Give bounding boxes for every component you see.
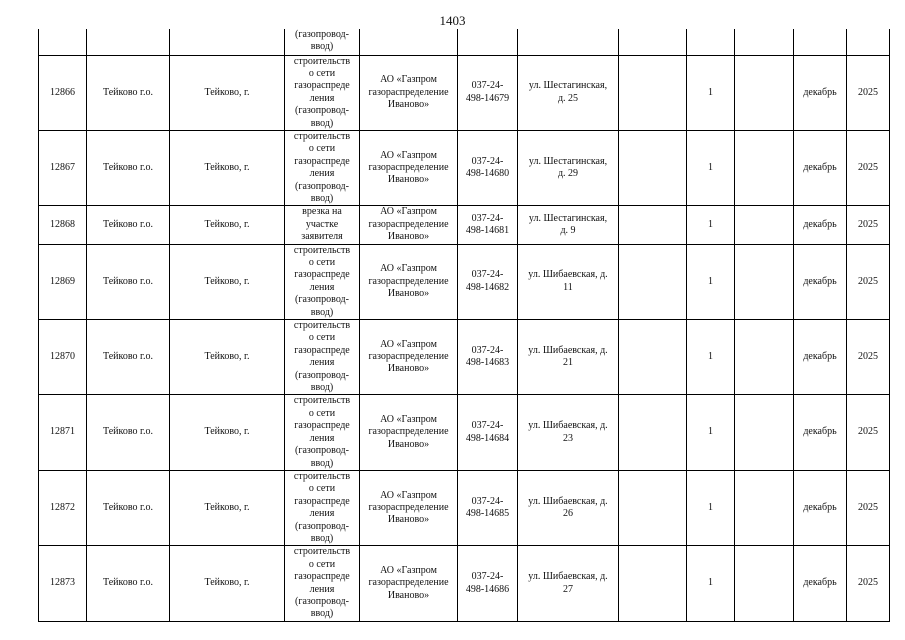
cell-year: 2025	[847, 55, 890, 130]
cell-address: ул. Шестагинская, д. 25	[518, 55, 619, 130]
cell-work-type: строительств о сети газораспреде ления (газопровод- ввод)	[285, 320, 360, 395]
cell-work-type: строительств о сети газораспреде ления (газопровод- ввод)	[285, 130, 360, 205]
cell-quantity: 1	[687, 55, 735, 130]
cell-code: 037-24- 498-14680	[458, 130, 518, 205]
cell-empty	[619, 546, 687, 621]
cell-locality: Тейково, г.	[170, 546, 285, 621]
cell-empty	[847, 29, 890, 55]
cell-work-type: врезка на участке заявителя	[285, 206, 360, 244]
cell-district: Тейково г.о.	[87, 130, 170, 205]
cell-locality: Тейково, г.	[170, 395, 285, 470]
cell-number: 12868	[39, 206, 87, 244]
cell-code: 037-24- 498-14684	[458, 395, 518, 470]
cell-empty	[794, 29, 847, 55]
cell-empty	[735, 29, 794, 55]
cell-number: 12866	[39, 55, 87, 130]
cell-year: 2025	[847, 320, 890, 395]
cell-work-type: строительств о сети газораспреде ления (газопровод- ввод)	[285, 55, 360, 130]
cell-quantity: 1	[687, 470, 735, 545]
cell-work-type: строительств о сети газораспреде ления (газопровод- ввод)	[285, 244, 360, 319]
cell-code: 037-24- 498-14686	[458, 546, 518, 621]
cell-address: ул. Шибаевская, д. 23	[518, 395, 619, 470]
cell-empty	[735, 55, 794, 130]
cell-empty	[735, 206, 794, 244]
cell-month: декабрь	[794, 130, 847, 205]
cell-locality: Тейково, г.	[170, 55, 285, 130]
table-row	[39, 470, 890, 545]
cell-number: 12873	[39, 546, 87, 621]
cell-address: ул. Шибаевская, д. 26	[518, 470, 619, 545]
cell-organization: АО «Газпром газораспределение Иваново»	[360, 130, 458, 205]
cell-month: декабрь	[794, 546, 847, 621]
cell-organization: АО «Газпром газораспределение Иваново»	[360, 470, 458, 545]
cell-empty	[735, 244, 794, 319]
cell-empty	[735, 320, 794, 395]
cell-code: 037-24- 498-14683	[458, 320, 518, 395]
cell-empty	[619, 29, 687, 55]
cell-month: декабрь	[794, 206, 847, 244]
cell-work-type: строительств о сети газораспреде ления (газопровод- ввод)	[285, 546, 360, 621]
cell-year: 2025	[847, 546, 890, 621]
cell-district: Тейково г.о.	[87, 546, 170, 621]
table-row	[39, 320, 890, 395]
cell-empty	[735, 546, 794, 621]
cell-year: 2025	[847, 470, 890, 545]
cell-month: декабрь	[794, 320, 847, 395]
cell-year: 2025	[847, 130, 890, 205]
cell-organization: АО «Газпром газораспределение Иваново»	[360, 55, 458, 130]
cell-address: ул. Шестагинская, д. 9	[518, 206, 619, 244]
cell-address: ул. Шибаевская, д. 21	[518, 320, 619, 395]
cell-empty	[735, 130, 794, 205]
table-row	[39, 395, 890, 470]
cell-empty	[619, 320, 687, 395]
cell-empty	[687, 29, 735, 55]
cell-empty	[87, 29, 170, 55]
cell-code: 037-24- 498-14681	[458, 206, 518, 244]
table-row	[39, 130, 890, 205]
cell-continuation-work-type: (газопровод- ввод)	[285, 29, 360, 55]
table-row	[39, 55, 890, 130]
cell-code: 037-24- 498-14679	[458, 55, 518, 130]
continuation-row	[39, 29, 890, 55]
cell-locality: Тейково, г.	[170, 320, 285, 395]
cell-address: ул. Шибаевская, д. 27	[518, 546, 619, 621]
cell-district: Тейково г.о.	[87, 470, 170, 545]
cell-month: декабрь	[794, 470, 847, 545]
cell-locality: Тейково, г.	[170, 130, 285, 205]
cell-district: Тейково г.о.	[87, 320, 170, 395]
cell-organization: АО «Газпром газораспределение Иваново»	[360, 244, 458, 319]
cell-empty	[619, 395, 687, 470]
cell-empty	[619, 130, 687, 205]
cell-quantity: 1	[687, 395, 735, 470]
cell-number: 12872	[39, 470, 87, 545]
cell-quantity: 1	[687, 546, 735, 621]
cell-empty	[619, 55, 687, 130]
cell-locality: Тейково, г.	[170, 206, 285, 244]
cell-empty	[619, 244, 687, 319]
cell-number: 12871	[39, 395, 87, 470]
cell-empty	[735, 395, 794, 470]
cell-empty	[619, 470, 687, 545]
cell-locality: Тейково, г.	[170, 470, 285, 545]
cell-locality: Тейково, г.	[170, 244, 285, 319]
cell-quantity: 1	[687, 206, 735, 244]
cell-year: 2025	[847, 206, 890, 244]
cell-empty	[735, 470, 794, 545]
table-body	[39, 29, 890, 621]
cell-month: декабрь	[794, 395, 847, 470]
cell-year: 2025	[847, 395, 890, 470]
cell-empty	[619, 206, 687, 244]
table-row	[39, 244, 890, 319]
cell-code: 037-24- 498-14682	[458, 244, 518, 319]
cell-address: ул. Шибаевская, д. 11	[518, 244, 619, 319]
cell-code: 037-24- 498-14685	[458, 470, 518, 545]
cell-district: Тейково г.о.	[87, 395, 170, 470]
cell-district: Тейково г.о.	[87, 206, 170, 244]
cell-number: 12867	[39, 130, 87, 205]
cell-year: 2025	[847, 244, 890, 319]
cell-empty	[39, 29, 87, 55]
cell-quantity: 1	[687, 244, 735, 319]
cell-organization: АО «Газпром газораспределение Иваново»	[360, 206, 458, 244]
cell-month: декабрь	[794, 244, 847, 319]
cell-quantity: 1	[687, 130, 735, 205]
cell-district: Тейково г.о.	[87, 55, 170, 130]
cell-month: декабрь	[794, 55, 847, 130]
cell-empty	[518, 29, 619, 55]
table-row	[39, 206, 890, 244]
cell-number: 12870	[39, 320, 87, 395]
cell-number: 12869	[39, 244, 87, 319]
cell-organization: АО «Газпром газораспределение Иваново»	[360, 546, 458, 621]
registry-table	[38, 29, 890, 622]
cell-district: Тейково г.о.	[87, 244, 170, 319]
cell-quantity: 1	[687, 320, 735, 395]
cell-organization: АО «Газпром газораспределение Иваново»	[360, 395, 458, 470]
cell-work-type: строительств о сети газораспреде ления (газопровод- ввод)	[285, 395, 360, 470]
cell-empty	[458, 29, 518, 55]
cell-empty	[360, 29, 458, 55]
cell-organization: АО «Газпром газораспределение Иваново»	[360, 320, 458, 395]
cell-empty	[170, 29, 285, 55]
table-row	[39, 546, 890, 621]
cell-address: ул. Шестагинская, д. 29	[518, 130, 619, 205]
page-number: 1403	[439, 13, 466, 28]
cell-work-type: строительств о сети газораспреде ления (газопровод- ввод)	[285, 470, 360, 545]
